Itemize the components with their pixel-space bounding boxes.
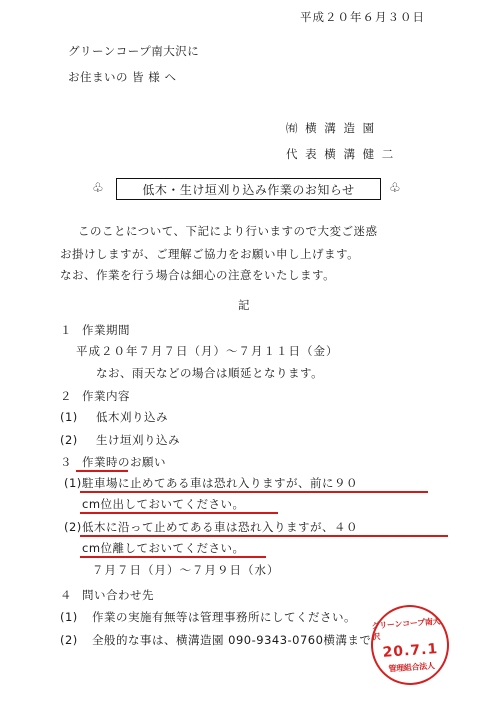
seal-org: グリーンコープ南大沢 <box>371 616 441 642</box>
seal-dept: 管理組合法人 <box>388 660 435 674</box>
request-item-index: (1) <box>64 476 82 490</box>
addressee-line-2: お住まいの 皆 様 へ <box>68 70 177 84</box>
contact-item: 全般的な事は、横溝造園 090-9343-0760横溝まで <box>92 633 372 647</box>
section-2-heading: 作業内容 <box>82 389 130 403</box>
sender-company: ㈲ 横 溝 造 園 <box>286 121 377 135</box>
red-underline <box>80 535 448 537</box>
work-period: 平成２０年７月７日（月）～７月１１日（金） <box>76 344 339 358</box>
clover-icon: ♧ <box>92 181 104 196</box>
addressee-line-1: グリーンコープ南大沢に <box>68 44 200 58</box>
red-underline <box>80 512 278 514</box>
content-item: 生け垣刈り込み <box>96 433 180 447</box>
document-date: 平成２０年６月３０日 <box>300 10 425 24</box>
seal-date: 20.7.1 <box>382 640 439 661</box>
request-item-index: (2) <box>64 520 82 534</box>
content-item-index: (1) <box>60 410 78 424</box>
section-3-number: ３ <box>60 455 72 469</box>
request-item-line: 駐車場に止めてある車は恐れ入りますが、前に９０ <box>82 476 358 490</box>
contact-item-index: (1) <box>60 610 78 624</box>
request-dates: ７月７日（月）～７月９日（水） <box>92 563 280 577</box>
section-2-number: ２ <box>60 389 72 403</box>
sender-representative: 代 表 横 溝 健 二 <box>286 147 396 161</box>
red-underline <box>76 470 128 472</box>
section-1-heading: 作業期間 <box>82 323 130 337</box>
notice-title <box>116 178 381 200</box>
content-item-index: (2) <box>60 433 78 447</box>
clover-icon: ♧ <box>389 181 401 196</box>
red-underline <box>80 491 428 493</box>
red-underline <box>80 556 266 558</box>
content-item: 低木刈り込み <box>96 410 168 424</box>
section-4-heading: 問い合わせ先 <box>82 588 154 602</box>
section-4-number: ４ <box>60 588 72 602</box>
received-seal-stamp <box>368 602 451 687</box>
request-item-line: cm位出しておいてください。 <box>82 497 245 511</box>
rain-note: なお、雨天などの場合は順延となります。 <box>96 366 324 380</box>
contact-item-index: (2) <box>60 633 78 647</box>
request-item-line: 低木に沿って止めてある車は恐れ入りますが、４０ <box>82 520 358 534</box>
section-1-number: １ <box>60 323 72 337</box>
contact-item: 作業の実施有無等は管理事務所にしてください。 <box>92 610 356 624</box>
notice-title-text: 低木・生け垣刈り込み作業のお知らせ <box>142 182 355 197</box>
intro-line-2: お掛けしますが、ご理解ご協力をお願い申し上げます。 <box>60 247 360 261</box>
request-item-line: cm位離しておいてください。 <box>82 541 245 555</box>
ki-heading: 記 <box>238 298 250 312</box>
intro-line-1: このことについて、下記により行いますので大変ご迷惑 <box>78 224 378 238</box>
intro-line-3: なお、作業を行う場合は細心の注意をいたします。 <box>60 268 336 282</box>
section-3-heading: 作業時のお願い <box>82 455 166 469</box>
